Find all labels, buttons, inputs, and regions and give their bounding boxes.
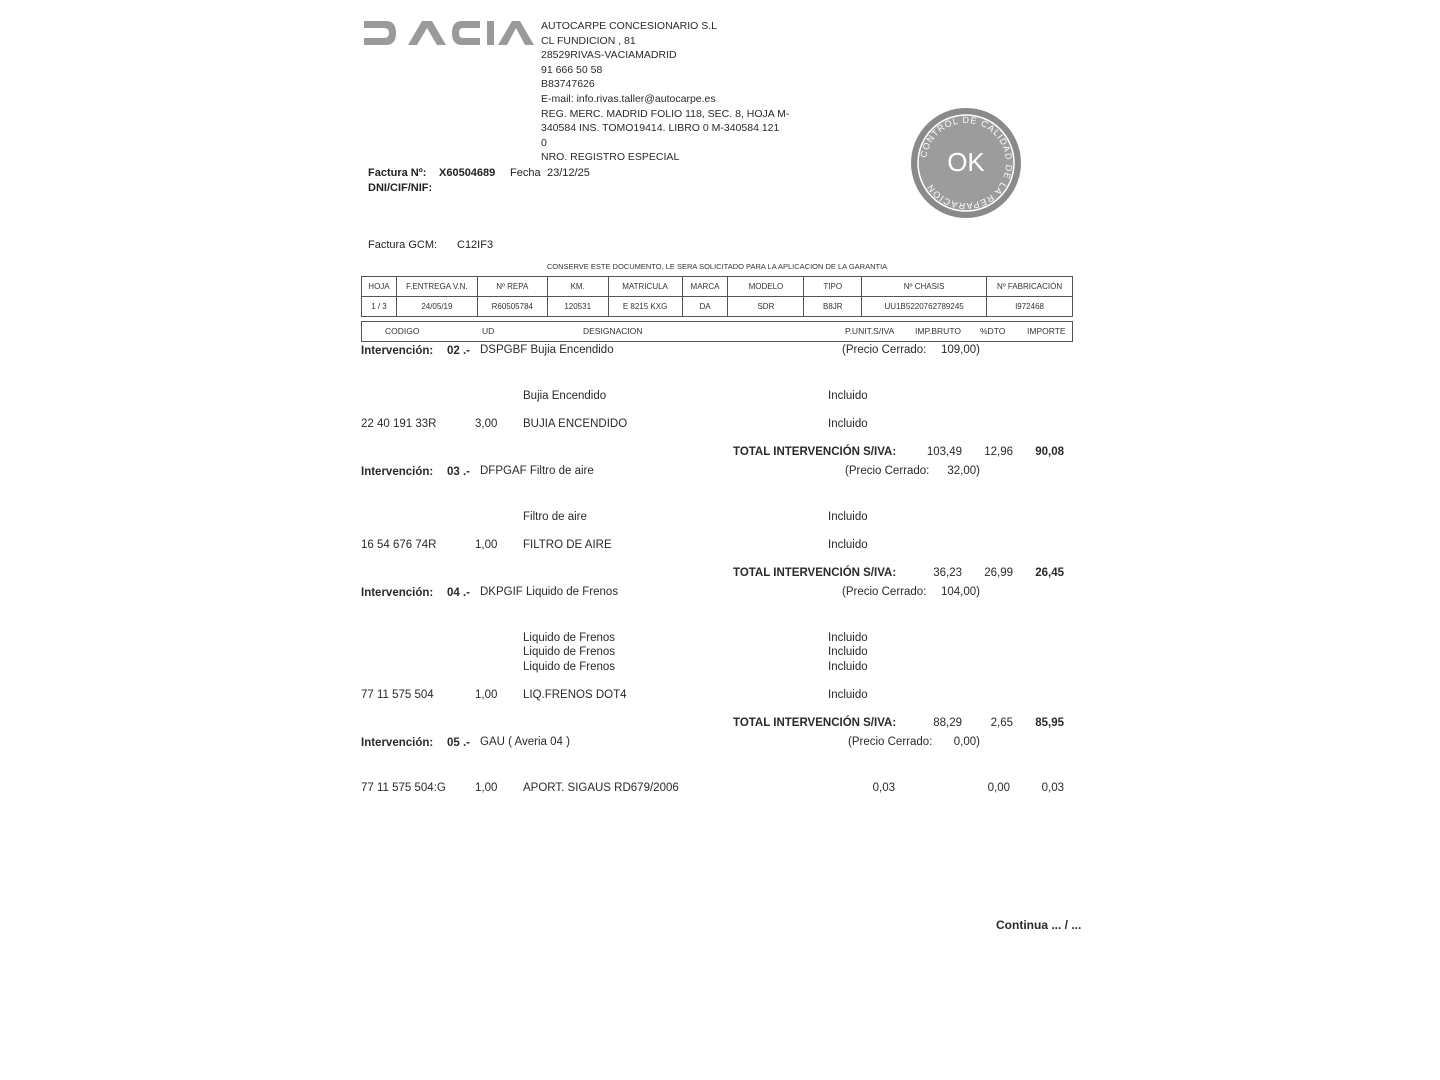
included-label: Incluido — [828, 390, 868, 402]
intervencion-number: 03 .- — [447, 466, 471, 478]
item-importe: 0,03 — [1041, 782, 1064, 794]
vh-fabricacion: Nº FABRICACIÓN — [987, 277, 1073, 297]
stamp-ok-text: OK — [947, 147, 985, 177]
intervencion-desc: DFPGAF Filtro de aire — [480, 465, 594, 477]
vv-marca: DA — [682, 297, 728, 317]
precio-cerrado-value: 109,00) — [940, 344, 980, 356]
precio-cerrado-label: (Precio Cerrado: — [848, 736, 933, 748]
vv-nrepa: R60505784 — [477, 297, 547, 317]
col-importe: IMPORTE — [1027, 326, 1066, 336]
part-code: 77 11 575 504 — [361, 689, 434, 701]
operation-desc: Liquido de Frenos — [523, 661, 616, 673]
dealer-info — [541, 19, 789, 165]
part-desc: BUJIA ENCENDIDO — [523, 418, 628, 430]
operation-desc: Liquido de Frenos — [523, 646, 616, 658]
dealer-line: B83747626 — [541, 78, 595, 91]
columns-header-box — [361, 321, 1073, 342]
vh-hoja: HOJA — [362, 277, 397, 297]
stamp-ring-text: CONTROL DE CALIDAD DE LA REPARACION — [918, 114, 1015, 212]
vh-km: KM. — [547, 277, 608, 297]
part-ud: 1,00 — [475, 539, 498, 551]
total-importe: 90,08 — [1035, 446, 1064, 458]
col-ud: UD — [482, 326, 495, 336]
part-desc: LIQ.FRENOS DOT4 — [523, 689, 627, 701]
vv-fentrega: 24/05/19 — [396, 297, 477, 317]
item-ud: 1,00 — [475, 782, 498, 794]
intervencion-desc: DKPGIF Liquido de Frenos — [480, 586, 619, 598]
part-code: 16 54 676 74R — [361, 539, 437, 551]
vv-modelo: SDR — [728, 297, 804, 317]
total-intervencion-label: TOTAL INTERVENCIÓN S/IVA: — [733, 717, 897, 729]
vv-km: 120531 — [547, 297, 608, 317]
dealer-line: 91 666 50 58 — [541, 63, 603, 76]
included-label: Incluido — [828, 418, 868, 430]
precio-cerrado-label: (Precio Cerrado: — [845, 465, 930, 477]
dealer-line: AUTOCARPE CONCESIONARIO S.L — [541, 20, 718, 32]
continued-label: Continua ... / ... — [996, 918, 1082, 932]
vh-nrepa: Nº REPA — [477, 277, 547, 297]
total-intervencion-label: TOTAL INTERVENCIÓN S/IVA: — [733, 567, 897, 579]
vh-fentrega: F.ENTREGA V.N. — [396, 277, 477, 297]
total-bruto: 36,23 — [933, 567, 962, 579]
total-bruto: 88,29 — [933, 717, 962, 729]
included-label: Incluido — [828, 632, 868, 644]
total-intervencion-label: TOTAL INTERVENCIÓN S/IVA: — [733, 446, 897, 458]
dealer-line: 28529RIVAS-VACIAMADRID — [541, 49, 677, 62]
dealer-line: E-mail: info.rivas.taller@autocarpe.es — [541, 92, 716, 105]
gcm-value: C12IF3 — [457, 239, 494, 251]
fecha-label: Fecha — [510, 167, 541, 179]
fecha-value: 23/12/25 — [547, 167, 590, 179]
logo-wordmark: DACIA — [362, 18, 366, 19]
dni-label: DNI/CIF/NIF: — [368, 182, 433, 194]
operation-desc: Liquido de Frenos — [523, 632, 616, 644]
intervencion-desc: DSPGBF Bujia Encendido — [480, 344, 614, 356]
gcm-label: Factura GCM: — [368, 239, 438, 251]
intervencion-label: Intervención: — [361, 587, 434, 599]
col-impbruto: IMP.BRUTO — [915, 326, 961, 336]
vv-fabricacion: I972468 — [987, 297, 1073, 317]
vh-matricula: MATRICULA — [608, 277, 682, 297]
total-dto: 26,99 — [984, 567, 1013, 579]
vehicle-header-row — [362, 277, 1073, 297]
item-desc: APORT. SIGAUS RD679/2006 — [523, 782, 679, 794]
intervencion-number: 02 .- — [447, 345, 471, 357]
precio-cerrado-label: (Precio Cerrado: — [842, 344, 927, 356]
total-importe: 85,95 — [1035, 717, 1064, 729]
intervencion-label: Intervención: — [361, 345, 434, 357]
precio-cerrado-label: (Precio Cerrado: — [842, 586, 927, 598]
vh-marca: MARCA — [682, 277, 728, 297]
col-dto: %DTO — [980, 326, 1006, 336]
vehicle-table — [361, 276, 1073, 317]
item-dto: 0,00 — [987, 782, 1010, 794]
part-ud: 3,00 — [475, 418, 498, 430]
quality-control-stamp — [910, 107, 1022, 219]
intervencion-number: 05 .- — [447, 737, 471, 749]
precio-cerrado-value: 104,00) — [940, 586, 980, 598]
precio-cerrado-value: 32,00) — [947, 465, 980, 477]
operation-desc: Bujia Encendido — [523, 390, 607, 402]
warranty-notice: CONSERVE ESTE DOCUMENTO, LE SERA SOLICITADO PARA LA APLICACION DE LA GARANTIA — [546, 262, 888, 271]
vh-modelo: MODELO — [728, 277, 804, 297]
intervencion-label: Intervención: — [361, 466, 434, 478]
vehicle-value-row — [362, 297, 1073, 317]
total-importe: 26,45 — [1035, 567, 1064, 579]
dealer-line: 340584 INS. TOMO19414. LIBRO 0 M-340584 121 — [541, 122, 780, 135]
factura-label: Factura Nº: — [368, 167, 427, 179]
vv-chasis: UU1B5220762789245 — [862, 297, 987, 317]
total-dto: 12,96 — [984, 446, 1013, 458]
dealer-line: REG. MERC. MADRID FOLIO 118, SEC. 8, HOJA M- — [541, 107, 790, 120]
col-punit: P.UNIT.S/IVA — [845, 326, 895, 336]
part-desc: FILTRO DE AIRE — [523, 539, 612, 551]
included-label: Incluido — [828, 539, 868, 551]
vv-tipo: B8JR — [804, 297, 862, 317]
item-punit: 0,03 — [872, 782, 895, 794]
included-label: Incluido — [828, 646, 868, 658]
dealer-line: NRO. REGISTRO ESPECIAL — [541, 151, 680, 164]
col-codigo: CODIGO — [385, 326, 420, 336]
intervencion-desc: GAU ( Averia 04 ) — [480, 736, 570, 748]
item-code: 77 11 575 504:G — [361, 782, 446, 794]
part-code: 22 40 191 33R — [361, 418, 437, 430]
included-label: Incluido — [828, 511, 868, 523]
total-dto: 2,65 — [990, 717, 1013, 729]
vh-chasis: Nº CHASIS — [862, 277, 987, 297]
dealer-line: 0 — [541, 136, 547, 149]
dealer-line: CL FUNDICION , 81 — [541, 34, 636, 47]
col-designacion: DESIGNACION — [583, 326, 643, 336]
vv-matricula: E 8215 KXG — [608, 297, 682, 317]
part-ud: 1,00 — [475, 689, 498, 701]
intervencion-number: 04 .- — [447, 587, 471, 599]
intervencion-label: Intervención: — [361, 737, 434, 749]
vh-tipo: TIPO — [804, 277, 862, 297]
vv-hoja: 1 / 3 — [362, 297, 397, 317]
operation-desc: Filtro de aire — [523, 511, 587, 523]
total-bruto: 103,49 — [926, 446, 962, 458]
factura-number: X60504689 — [439, 167, 496, 179]
included-label: Incluido — [828, 689, 868, 701]
included-label: Incluido — [828, 661, 868, 673]
precio-cerrado-value: 0,00) — [953, 736, 980, 748]
dacia-logo — [362, 18, 534, 48]
